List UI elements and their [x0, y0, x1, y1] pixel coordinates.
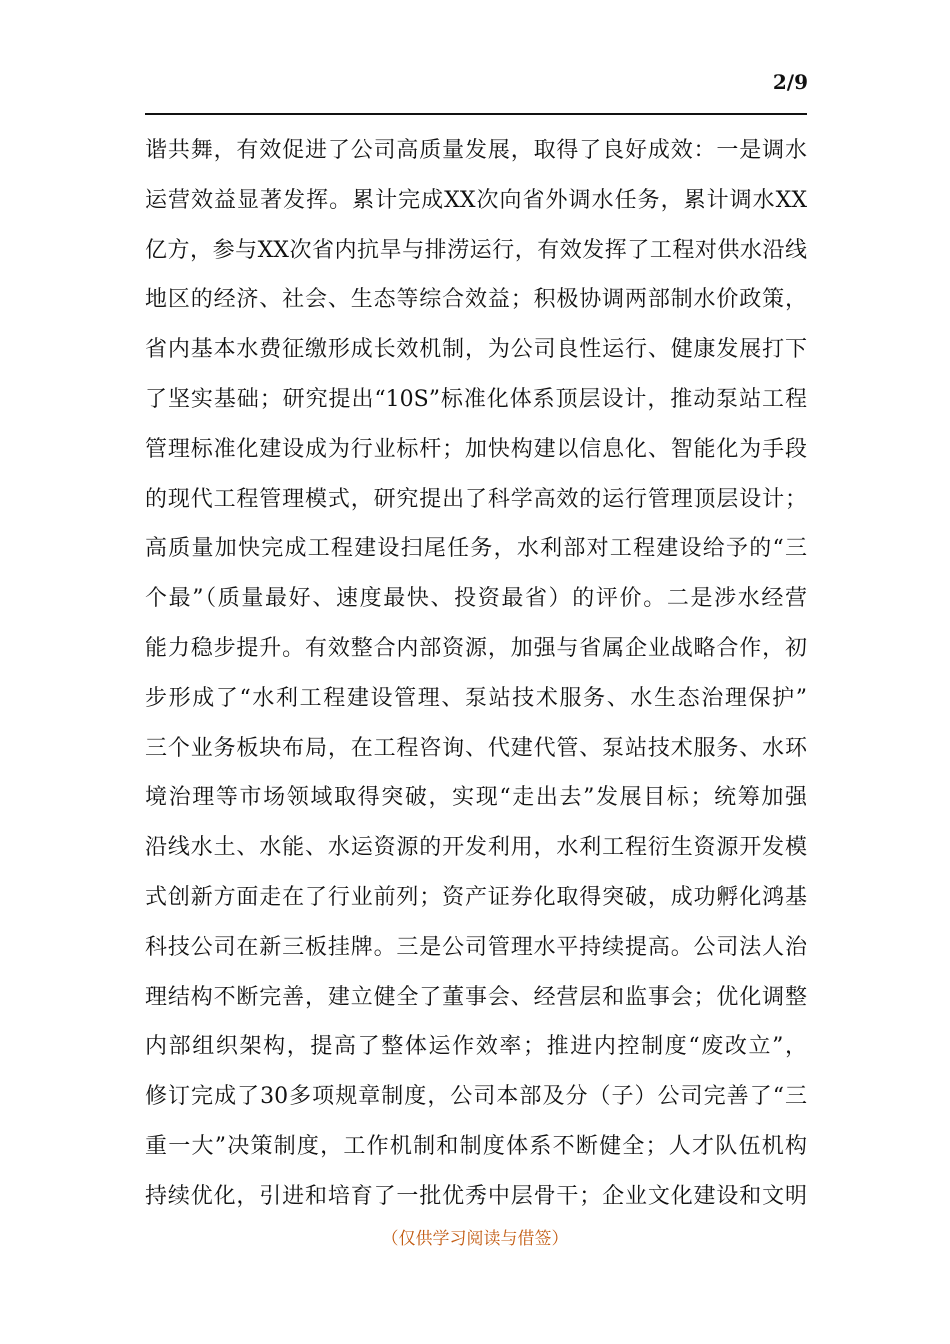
text-line: 三个业务板块布局，在工程咨询、代建代管、泵站技术服务、水环 [145, 735, 807, 761]
text-line: 境治理等市场领域取得突破，实现“走出去”发展目标；统筹加强 [145, 785, 807, 811]
footer-note: （仅供学习阅读与借签） [381, 1229, 569, 1249]
text-line: 内部组织架构，提高了整体运作效率；推进内控制度“废改立”， [145, 1034, 807, 1060]
text-line: 理结构不断完善，建立健全了董事会、经营层和监事会；优化调整 [145, 984, 807, 1010]
text-line: 亿方，参与XX次省内抗旱与排涝运行，有效发挥了工程对供水沿线 [145, 237, 807, 263]
text-line: 了坚实基础；研究提出“10S”标准化体系顶层设计，推动泵站工程 [145, 386, 807, 412]
text-line: 沿线水土、水能、水运资源的开发利用，水利工程衍生资源开发模 [145, 835, 807, 861]
text-line: 科技公司在新三板挂牌。三是公司管理水平持续提高。公司法人治 [145, 934, 807, 960]
page-number: 2/9 [772, 70, 808, 94]
text-line: 重一大”决策制度，工作机制和制度体系不断健全；人才队伍机构 [145, 1133, 807, 1159]
text-line: 省内基本水费征缴形成长效机制，为公司良性运行、健康发展打下 [145, 337, 807, 363]
text-line: 持续优化，引进和培育了一批优秀中层骨干；企业文化建设和文明 [145, 1183, 807, 1209]
text-line: 式创新方面走在了行业前列；资产证券化取得突破，成功孵化鸿基 [145, 884, 807, 910]
text-line: 地区的经济、社会、生态等综合效益；积极协调两部制水价政策， [145, 287, 807, 313]
header-rule [145, 113, 807, 115]
text-line: 步形成了“水利工程建设管理、泵站技术服务、水生态治理保护” [145, 685, 807, 711]
text-line: 谐共舞，有效促进了公司高质量发展，取得了良好成效：一是调水 [145, 138, 807, 163]
text-line: 高质量加快完成工程建设扫尾任务，水利部对工程建设给予的“三 [145, 536, 807, 562]
text-line: 管理标准化建设成为行业标杆；加快构建以信息化、智能化为手段 [145, 436, 807, 462]
text-line: 修订完成了30多项规章制度，公司本部及分（子）公司完善了“三 [145, 1084, 807, 1110]
text-line: 运营效益显著发挥。累计完成XX次向省外调水任务，累计调水XX [145, 187, 807, 213]
text-line: 个最”（质量最好、速度最快、投资最省）的评价。二是涉水经营 [145, 586, 807, 612]
text-line: 能力稳步提升。有效整合内部资源，加强与省属企业战略合作，初 [145, 635, 807, 661]
body-text [145, 133, 807, 1229]
text-line: 的现代工程管理模式，研究提出了科学高效的运行管理顶层设计； [145, 486, 807, 512]
